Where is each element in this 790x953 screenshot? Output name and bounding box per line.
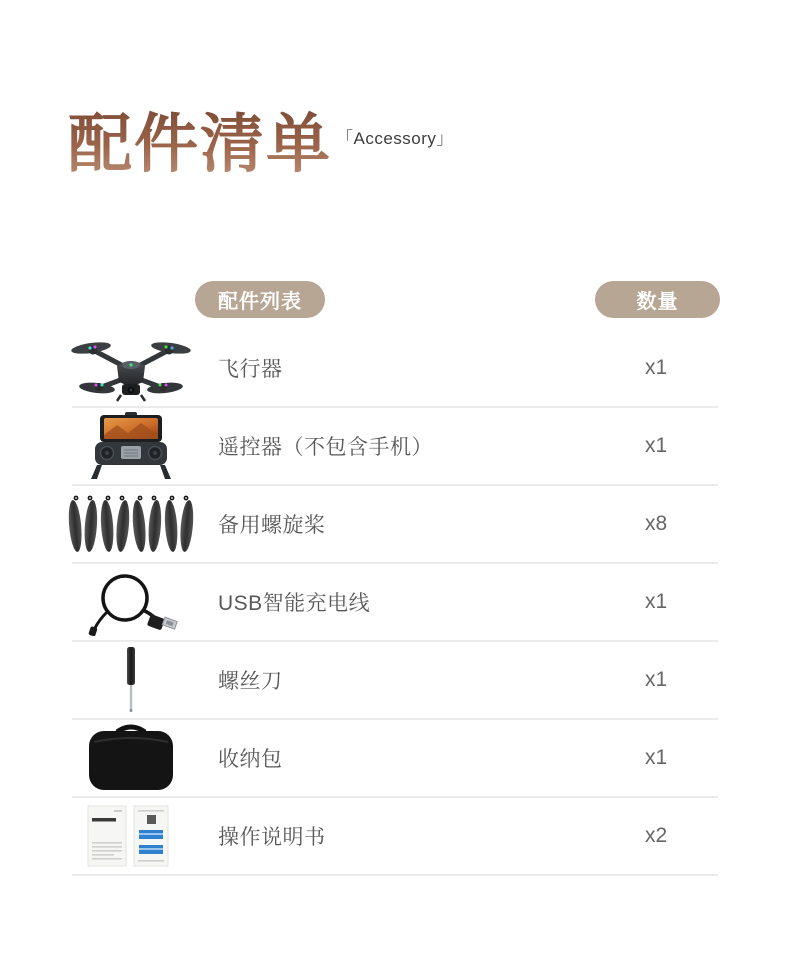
drone-icon: [67, 332, 195, 404]
table-header: [72, 281, 718, 318]
page-title: 配件清单: [68, 106, 332, 183]
accessory-name: 遥控器（不包含手机）: [218, 436, 433, 459]
table-row: [72, 408, 718, 486]
table-row: [72, 642, 718, 720]
table-row: [72, 798, 718, 876]
remote-controller-icon: [81, 411, 181, 481]
accessory-name: USB智能充电线: [218, 592, 371, 615]
table-row: [72, 486, 718, 564]
storage-bag-icon: [72, 722, 190, 794]
page-header: [68, 106, 454, 183]
accessory-table: [72, 281, 718, 876]
drone-icon: [58, 332, 204, 404]
accessory-quantity: x2: [645, 824, 668, 847]
storage-bag-icon: [58, 722, 204, 794]
accessory-quantity: x1: [645, 434, 668, 457]
table-row: [72, 330, 718, 408]
remote-controller-icon: [58, 411, 204, 481]
propellers-icon: [65, 491, 197, 557]
accessory-name: 收纳包: [218, 748, 283, 771]
manual-icon: [76, 802, 186, 870]
accessory-quantity: x1: [645, 746, 668, 769]
accessory-quantity: x1: [645, 356, 668, 379]
table-row: [72, 564, 718, 642]
accessory-quantity: x1: [645, 590, 668, 613]
accessory-name: 飞行器: [218, 358, 283, 381]
page-subtitle: 「Accessory」: [336, 129, 454, 148]
table-row: [72, 720, 718, 798]
table-body: [72, 330, 718, 876]
usb-cable-icon: [77, 568, 185, 636]
column-header-accessory-list: 配件列表: [195, 281, 325, 318]
accessory-quantity: x8: [645, 512, 668, 535]
accessory-name: 操作说明书: [218, 826, 326, 849]
screwdriver-icon: [58, 645, 204, 715]
accessory-name: 螺丝刀: [218, 670, 283, 693]
propellers-icon: [58, 491, 204, 557]
accessory-quantity: x1: [645, 668, 668, 691]
usb-cable-icon: [58, 568, 204, 636]
column-header-quantity: 数量: [595, 281, 720, 318]
manual-icon: [58, 802, 204, 870]
screwdriver-icon: [111, 645, 151, 715]
accessory-name: 备用螺旋桨: [218, 514, 326, 537]
